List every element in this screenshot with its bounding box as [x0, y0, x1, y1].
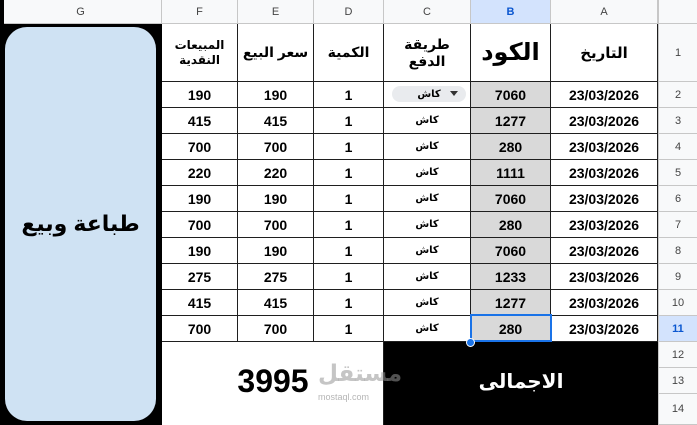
code-cell[interactable]: 1277	[471, 108, 551, 134]
row-header[interactable]: 8	[658, 238, 697, 264]
cash-sales-cell[interactable]: 190	[162, 82, 238, 108]
print-and-sell-button[interactable]	[5, 27, 156, 421]
header-date[interactable]: التاريخ	[551, 24, 658, 82]
cash-sales-cell[interactable]: 275	[162, 264, 238, 290]
date-cell[interactable]: 23/03/2026	[551, 160, 658, 186]
row-header[interactable]: 14	[658, 394, 697, 425]
cash-sales-cell[interactable]: 415	[162, 290, 238, 316]
row-header[interactable]: 2	[658, 82, 697, 108]
frozen-divider	[0, 0, 4, 24]
cash-sales-cell[interactable]: 220	[162, 160, 238, 186]
code-cell[interactable]: 7060	[471, 238, 551, 264]
column-header-d[interactable]: D	[314, 0, 384, 24]
row-header[interactable]: 11	[658, 316, 697, 342]
code-cell[interactable]: 280	[471, 212, 551, 238]
date-cell[interactable]: 23/03/2026	[551, 82, 658, 108]
column-header-c[interactable]: C	[384, 0, 471, 24]
payment-cell[interactable]: كاش	[384, 264, 471, 290]
price-cell[interactable]: 700	[238, 134, 314, 160]
row-header[interactable]: 9	[658, 264, 697, 290]
date-cell[interactable]: 23/03/2026	[551, 108, 658, 134]
row-header[interactable]: 3	[658, 108, 697, 134]
quantity-cell[interactable]: 1	[314, 82, 384, 108]
date-cell[interactable]: 23/03/2026	[551, 212, 658, 238]
quantity-cell[interactable]: 1	[314, 160, 384, 186]
date-cell[interactable]: 23/03/2026	[551, 316, 658, 342]
code-cell[interactable]: 280	[471, 316, 551, 342]
row-header[interactable]: 5	[658, 160, 697, 186]
cash-sales-cell[interactable]: 700	[162, 316, 238, 342]
quantity-cell[interactable]: 1	[314, 290, 384, 316]
payment-dropdown-chip[interactable]	[392, 86, 466, 102]
price-cell[interactable]: 700	[238, 212, 314, 238]
row-header[interactable]: 6	[658, 186, 697, 212]
cash-sales-cell[interactable]: 190	[162, 186, 238, 212]
payment-cell[interactable]: كاش	[384, 316, 471, 342]
date-cell[interactable]: 23/03/2026	[551, 290, 658, 316]
code-cell[interactable]: 1111	[471, 160, 551, 186]
payment-cell[interactable]: كاش	[384, 108, 471, 134]
watermark-arabic: مستقل	[318, 360, 403, 386]
cash-sales-cell[interactable]: 190	[162, 238, 238, 264]
payment-cell[interactable]: كاش	[384, 160, 471, 186]
price-cell[interactable]: 190	[238, 82, 314, 108]
date-cell[interactable]: 23/03/2026	[551, 134, 658, 160]
price-cell[interactable]: 190	[238, 186, 314, 212]
date-cell[interactable]: 23/03/2026	[551, 238, 658, 264]
total-label: الاجمالى	[478, 370, 564, 393]
watermark-latin: mostaql.com	[318, 392, 370, 402]
cash-sales-cell[interactable]: 700	[162, 134, 238, 160]
row-header[interactable]: 10	[658, 290, 697, 316]
header-code[interactable]: الكود	[471, 24, 551, 82]
selected-cell-outline	[470, 314, 552, 342]
row-header[interactable]: 12	[658, 342, 697, 368]
cash-sales-cell[interactable]: 415	[162, 108, 238, 134]
quantity-cell[interactable]: 1	[314, 134, 384, 160]
payment-cell[interactable]: كاش	[384, 186, 471, 212]
price-cell[interactable]: 190	[238, 238, 314, 264]
code-cell[interactable]: 1233	[471, 264, 551, 290]
date-cell[interactable]: 23/03/2026	[551, 186, 658, 212]
row-header[interactable]: 13	[658, 368, 697, 394]
fill-handle[interactable]	[466, 338, 475, 347]
price-cell[interactable]: 275	[238, 264, 314, 290]
payment-cell[interactable]: كاش	[384, 238, 471, 264]
column-header-g[interactable]: G	[0, 0, 162, 24]
column-header-e[interactable]: E	[238, 0, 314, 24]
price-cell[interactable]: 415	[238, 108, 314, 134]
print-and-sell-label: طباعة وبيع	[21, 211, 140, 236]
code-cell[interactable]: 7060	[471, 186, 551, 212]
header-price[interactable]: سعر البيع	[238, 24, 314, 82]
column-header-a[interactable]: A	[551, 0, 658, 24]
total-value: 3995	[237, 362, 309, 399]
column-header-b[interactable]: B	[471, 0, 551, 24]
payment-cell[interactable]: كاش	[384, 134, 471, 160]
header-payment-method[interactable]: طريقة الدفع	[384, 24, 471, 82]
quantity-cell[interactable]: 1	[314, 212, 384, 238]
code-cell[interactable]: 280	[471, 134, 551, 160]
header-quantity[interactable]: الكمية	[314, 24, 384, 82]
payment-dropdown-value: كاش	[417, 88, 441, 100]
quantity-cell[interactable]: 1	[314, 264, 384, 290]
payment-cell[interactable]: كاش	[384, 290, 471, 316]
payment-cell[interactable]: كاش	[384, 212, 471, 238]
row-header[interactable]: 7	[658, 212, 697, 238]
corner-cell	[658, 0, 697, 24]
header-cash-sales[interactable]: المبيعات النقدية	[162, 24, 238, 82]
price-cell[interactable]: 415	[238, 290, 314, 316]
row-header[interactable]: 4	[658, 134, 697, 160]
code-cell[interactable]: 1277	[471, 290, 551, 316]
quantity-cell[interactable]: 1	[314, 316, 384, 342]
quantity-cell[interactable]: 1	[314, 186, 384, 212]
dropdown-arrow-icon	[450, 91, 458, 96]
column-header-f[interactable]: F	[162, 0, 238, 24]
quantity-cell[interactable]: 1	[314, 238, 384, 264]
code-cell[interactable]: 7060	[471, 82, 551, 108]
row-header[interactable]: 1	[658, 24, 697, 82]
date-cell[interactable]: 23/03/2026	[551, 264, 658, 290]
cash-sales-cell[interactable]: 700	[162, 212, 238, 238]
quantity-cell[interactable]: 1	[314, 108, 384, 134]
price-cell[interactable]: 700	[238, 316, 314, 342]
price-cell[interactable]: 220	[238, 160, 314, 186]
